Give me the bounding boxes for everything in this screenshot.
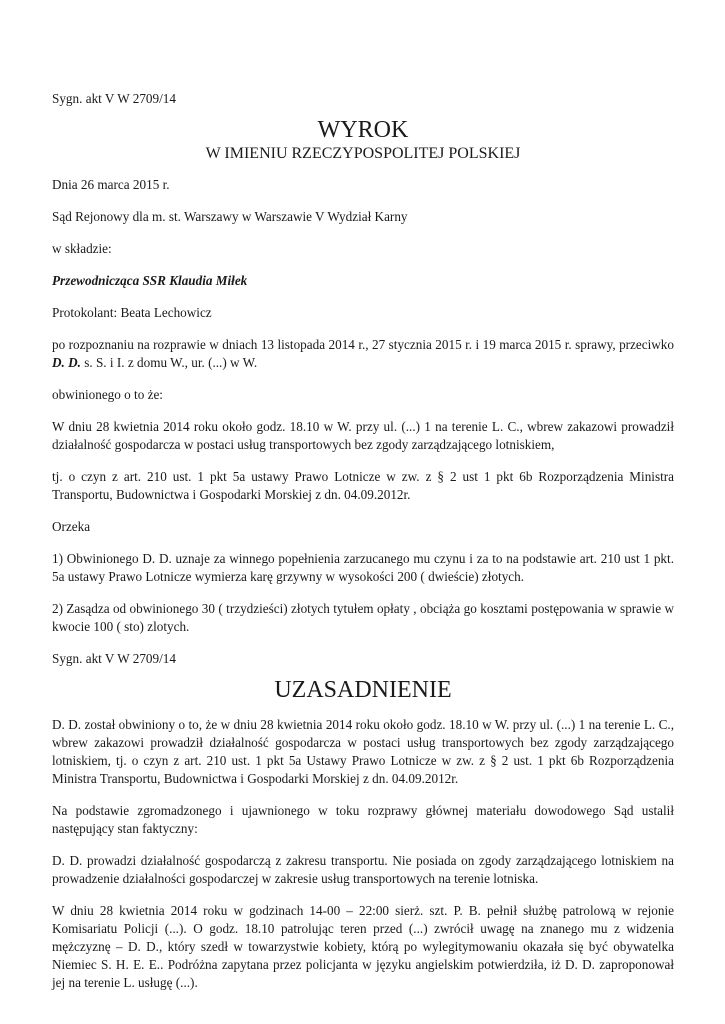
defendant-name: D. D. bbox=[52, 355, 81, 370]
accused-label: obwinionego o to że: bbox=[52, 387, 163, 402]
composition-label: w składzie: bbox=[52, 241, 112, 256]
ruling-point-2: 2) Zasądza od obwinionego 30 ( trzydzieści) złotych tytułem opłaty , obciąża go kosztami postępowania w sprawie w kwocie 100 ( sto) zlotych. bbox=[52, 601, 674, 634]
justification-paragraph-2: Na podstawie zgromadzonego i ujawnionego w toku rozprawy głównej materiału dowodowego Sąd ustalił następujący stan faktyczny: bbox=[52, 803, 674, 836]
case-signature: Sygn. akt V W 2709/14 bbox=[52, 91, 176, 106]
hearing-paragraph bbox=[52, 336, 674, 372]
court-name: Sąd Rejonowy dla m. st. Warszawy w Warszawie V Wydział Karny bbox=[52, 209, 408, 224]
verdict-title: WYROK bbox=[317, 117, 409, 143]
charge-paragraph-1: W dniu 28 kwietnia 2014 roku około godz. 18.10 w W. przy ul. (...) 1 na terenie L. C., wbrew zakazowi prowadził działalność gospodarcza w postaci usług transportowych bez zgody zarządzającego lotniskiem, bbox=[52, 419, 674, 452]
ruling-point-1: 1) Obwinionego D. D. uznaje za winnego popełnienia zarzucanego mu czynu i za to na podstawie art. 210 ust 1 pkt. 5a ustawy Prawo Lotnicze wymierza karę grzywny w wysokości 200 ( dwieście) złotych. bbox=[52, 551, 674, 584]
presiding-judge: Przewodnicząca SSR Klaudia Miłek bbox=[52, 273, 248, 288]
verdict-date: Dnia 26 marca 2015 r. bbox=[52, 177, 170, 192]
defendant-details: s. S. i I. z domu W., ur. (...) w W. bbox=[80, 355, 258, 370]
document-body bbox=[52, 90, 674, 992]
verdict-subtitle: W IMIENIU RZECZYPOSPOLITEJ POLSKIEJ bbox=[205, 145, 521, 162]
justification-paragraph-4: W dniu 28 kwietnia 2014 roku w godzinach 14-00 – 22:00 sierż. szt. P. B. pełnił służbę patrolową w rejonie Komisariatu Policji (...). O godz. 18.10 patrolując teren przed (...) zwrócił uwagę na znanego mu z widzenia mężczyznę – D. D., który szedł w towarzystwie kobiety, którą po wylegitymowaniu okazała się być obywatelka Niemiec S. H. E. E.. Podróżna zapytana przez policjanta w języku angielskim potwierdziła, iż D. D. zaproponował jej na terenie L. usługę (...). bbox=[52, 903, 674, 990]
justification-paragraph-3: D. D. prowadzi działalność gospodarczą z zakresu transportu. Nie posiada on zgody zarządzającego lotniskiem na prowadzenie działalności gospodarczej w zakresie usług transportowych na terenie lotniska. bbox=[52, 853, 674, 886]
hearing-text: po rozpoznaniu na rozprawie w dniach 13 listopada 2014 r., 27 stycznia 2015 r. i 19 marca 2015 r. sprawy, przeciwko bbox=[52, 337, 674, 352]
court-clerk: Protokolant: Beata Lechowicz bbox=[52, 305, 212, 320]
justification-title: UZASADNIENIE bbox=[274, 677, 452, 703]
ruling-label: Orzeka bbox=[52, 519, 91, 534]
charge-paragraph-2: tj. o czyn z art. 210 ust. 1 pkt 5a ustawy Prawo Lotnicze w zw. z § 2 ust 1 pkt 6b Rozporządzenia Ministra Transportu, Budownictwa i Gospodarki Morskiej z dn. 04.09.2012r. bbox=[52, 469, 674, 502]
case-signature-justification: Sygn. akt V W 2709/14 bbox=[52, 651, 176, 666]
justification-paragraph-1: D. D. został obwiniony o to, że w dniu 28 kwietnia 2014 roku około godz. 18.10 w W. przy ul. (...) 1 na terenie L. C., wbrew zakazowi prowadził działalność gospodarcza w postaci usług transportowych bez zgody zarządzającego lotniskiem, tj. o czyn z art. 210 ust. 1 pkt 5a Ustawy Prawo Lotnicze w zw. z § 2 ust. 1 pkt 6b Rozporządzenia Ministra Transportu, Budownictwa i Gospodarki Morskiej z dn. 04.09.2012r. bbox=[52, 717, 674, 786]
